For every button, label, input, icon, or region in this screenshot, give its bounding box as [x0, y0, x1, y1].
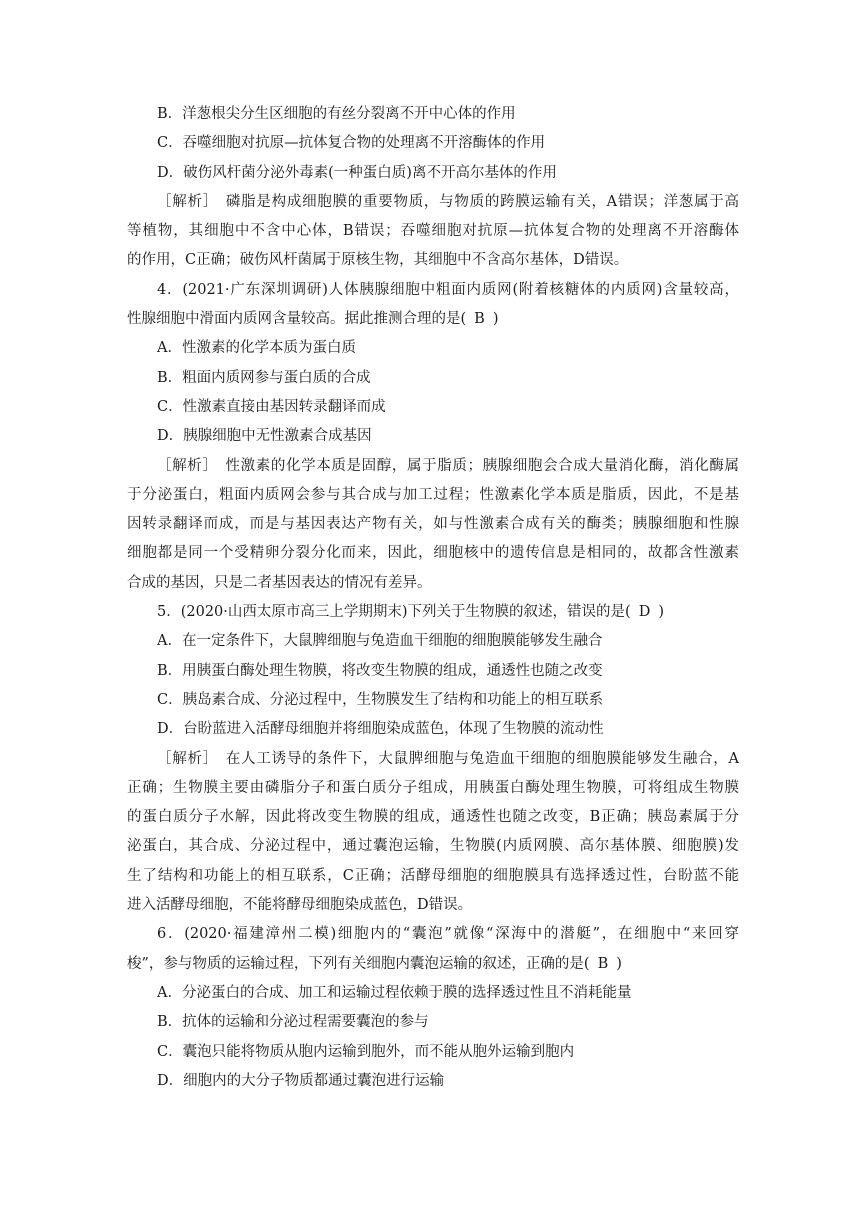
q4-stem-text: 性腺细胞中滑面内质网含量较高。据此推测合理的是(	[127, 311, 467, 328]
q3-option-b: B．洋葱根尖分生区细胞的有丝分裂离不开中心体的作用	[157, 106, 516, 122]
q4-option-d: D．胰腺细胞中无性激素合成基因	[157, 428, 372, 445]
q5-analysis-line: 正确；生物膜主要由磷脂分子和蛋白质分子组成，用胰蛋白酶处理生物膜，可将组成生物膜	[127, 779, 739, 796]
q6-stem-line	[127, 950, 739, 979]
q4-analysis-line: 细胞都是同一个受精卵分裂分化而来，因此，细胞核中的遗传信息是相同的，故都含性激素	[127, 545, 739, 562]
q6-option-b: B．抗体的运输和分泌过程需要囊泡的参与	[157, 1014, 429, 1031]
q6-answer: B	[597, 955, 609, 972]
q6-option-c: C．囊泡只能将物质从胞内运输到胞外，而不能从胞外运输到胞内	[157, 1043, 575, 1060]
q4-option-c: C．性激素直接由基因转录翻译而成	[157, 398, 386, 415]
analysis-tag: ［解析］	[157, 457, 218, 474]
q5-stem-text: 5．(2020·山西太原市高三上学期期末)下列关于生物膜的叙述，错误的是(	[157, 604, 631, 621]
q5-option-a: A．在一定条件下，大鼠脾细胞与兔造血干细胞的细胞膜能够发生融合	[157, 633, 603, 650]
q4-option-b: B．粗面内质网参与蛋白质的合成	[157, 369, 371, 386]
q5-option-d: D．台盼蓝进入活酵母细胞并将细胞染成蓝色，体现了生物膜的流动性	[157, 721, 604, 738]
q5-answer: D	[638, 604, 651, 621]
q4-answer: B	[474, 311, 485, 328]
q6-stem-text: 梭”，参与物质的运输过程，下列有关细胞内囊泡运输的叙述，正确的是(	[127, 955, 590, 972]
q3-analysis-line: 等植物，其细胞中不含中心体，B错误；吞噬细胞对抗原—抗体复合物的处理离不开溶酶体	[127, 223, 739, 240]
analysis-text: 性激素的化学本质是固醇，属于脂质；胰腺细胞会合成大量消化酶，消化酶属	[225, 457, 739, 474]
q6-stem-line: 6．(2020·福建漳州二模)细胞内的“囊泡”就像“深海中的潜艇”，在细胞中“来回穿	[157, 926, 739, 943]
q4-stem-line: 4．(2021·广东深圳调研)人体胰腺细胞中粗面内质网(附着核糖体的内质网)含量较高，	[157, 281, 739, 298]
q5-analysis-line: 泌蛋白，其合成、分泌过程中，通过囊泡运输，生物膜(内质网膜、高尔基体膜、细胞膜)发	[127, 838, 739, 855]
q4-analysis-line: 合成的基因，只是二者基因表达的情况有差异。	[127, 574, 432, 591]
q6-option-a: A．分泌蛋白的合成、加工和运输过程依赖于膜的选择透过性且不消耗能量	[157, 984, 632, 1001]
analysis-text: 在人工诱导的条件下，大鼠脾细胞与兔造血干细胞的细胞膜能够发生融合，A	[225, 750, 739, 767]
q3-option-d: D．破伤风杆菌分泌外毒素(一种蛋白质)离不开高尔基体的作用	[157, 164, 557, 181]
analysis-tag: ［解析］	[157, 193, 218, 210]
q4-close-paren: )	[492, 311, 499, 328]
q6-option-d: D．细胞内的大分子物质都通过囊泡进行运输	[157, 1072, 445, 1089]
q5-option-c: C．胰岛素合成、分泌过程中，生物膜发生了结构和功能上的相互联系	[157, 691, 604, 708]
q5-analysis-line: 进入活酵母细胞，不能将酵母细胞染成蓝色，D错误。	[127, 897, 473, 914]
q4-analysis-line: 于分泌蛋白，粗面内质网会参与其合成与加工过程；性激素化学本质是脂质，因此，不是基	[127, 486, 739, 503]
page-content	[127, 100, 739, 1096]
q4-stem-line	[127, 305, 739, 334]
q5-analysis-line	[127, 745, 739, 774]
q5-analysis-line: 生了结构和功能上的相互联系，C正确；活酵母细胞的细胞膜具有选择透过性，台盼蓝不能	[127, 867, 739, 884]
q6-close-paren: )	[616, 955, 622, 972]
q5-analysis-line: 的蛋白质分子水解，因此将改变生物膜的组成，通透性也随之改变，B正确；胰岛素属于分	[127, 809, 739, 826]
q4-analysis-line	[127, 452, 739, 481]
analysis-text: 磷脂是构成细胞膜的重要物质，与物质的跨膜运输有关，A错误；洋葱属于高	[225, 193, 739, 210]
q4-analysis-line: 因转录翻译而成，而是与基因表达产物有关，如与性激素合成有关的酶类；胰腺细胞和性腺	[127, 516, 739, 533]
q4-option-a: A．性激素的化学本质为蛋白质	[157, 340, 356, 357]
q5-close-paren: )	[658, 604, 665, 621]
analysis-tag: ［解析］	[157, 750, 218, 767]
q3-analysis-line	[127, 188, 739, 217]
q5-option-b: B．用胰蛋白酶处理生物膜，将改变生物膜的组成，通透性也随之改变	[157, 662, 603, 679]
q3-option-c: C．吞噬细胞对抗原—抗体复合物的处理离不开溶酶体的作用	[157, 135, 546, 152]
q5-stem-line	[127, 598, 739, 627]
q3-analysis-line: 的作用，C正确；破伤风杆菌属于原核生物，其细胞中不含高尔基体，D错误。	[127, 252, 629, 269]
